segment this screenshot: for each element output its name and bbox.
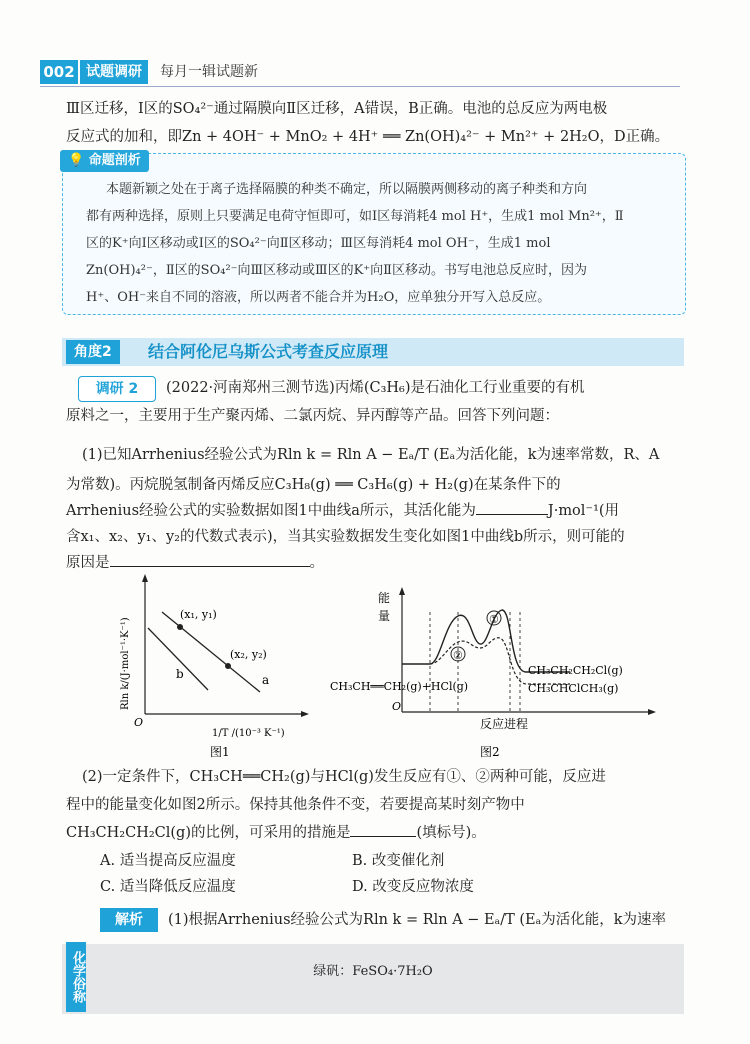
fig2-product-2: CH₃CHClCH₃(g)	[528, 682, 619, 695]
fig1-origin: O	[134, 716, 144, 729]
survey-line-1: (2022·河南郑州三测节选)丙烯(C₃H₆)是石油化工行业重要的有机	[166, 380, 585, 396]
fig1-y-label: Rln k/(J·mol⁻¹·K⁻¹)	[120, 617, 131, 710]
header-subtitle: 每月一辑试题新	[160, 64, 258, 80]
option-d[interactable]: D. 改变反应物浓度	[352, 879, 474, 895]
figure-2	[330, 582, 660, 762]
analysis-line-2: 都有两种选择，原则上只要满足电荷守恒即可，如Ⅰ区每消耗4 mol H⁺，生成1 mol Mn²⁺，Ⅱ	[86, 209, 624, 224]
analysis-tag-label: 命题剖析	[88, 153, 141, 168]
analysis-tag	[60, 150, 149, 172]
fig1-point-1	[177, 624, 183, 630]
fig2-x-label: 反应进程	[480, 717, 529, 731]
option-b[interactable]: B. 改变催化剂	[352, 853, 445, 869]
intro-line-1: Ⅲ区迁移，Ⅰ区的SO₄²⁻通过隔膜向Ⅱ区迁移，A错误，B正确。电池的总反应为两电极	[66, 101, 608, 117]
analysis-line-5: H⁺、OH⁻来自不同的溶液，所以两者不能合并为H₂O，应单独分开写入总反应。	[86, 290, 551, 305]
q2-line-1: (2)一定条件下，CH₃CH══CH₂(g)与HCl(g)发生反应有①、②两种可能，反应进	[82, 769, 606, 785]
section-badge: 试题调研	[80, 60, 148, 84]
q2-line-3-end: (填标号)。	[416, 825, 486, 841]
intro-line-2: 反应式的加和，即Zn + 4OH⁻ + MnO₂ + 4H⁺ ══ Zn(OH)₄²⁻ + Mn²⁺ + 2H₂O，D正确。	[66, 129, 670, 145]
q1-line-3-text: Arrhenius经验公式的实验数据如图1中曲线a所示，其活化能为	[66, 503, 476, 519]
fig2-path-2	[430, 638, 570, 684]
fig1-curve-a-label: a	[262, 673, 270, 687]
lightbulb-icon: 💡	[68, 153, 85, 168]
fig2-y-label-2: 量	[378, 609, 391, 623]
analysis-line-1: 本题新颖之处在于离子选择隔膜的种类不确定，所以隔膜两侧移动的离子种类和方向	[106, 182, 588, 197]
fig1-point-1-label: (x₁, y₁)	[180, 608, 217, 621]
fig2-reactants: CH₃CH══CH₂(g)+HCl(g)	[330, 680, 469, 693]
footer-fact: 绿矾：FeSO₄·7H₂O	[313, 964, 433, 979]
q1-end-mark: 。	[309, 555, 324, 571]
solution-line-1: (1)根据Arrhenius经验公式为Rln k = Rln A − Eₐ/T (Eₐ为活化能，k为速率	[168, 912, 667, 928]
side-tab: 化学俗称	[66, 942, 86, 1012]
page-number: 002	[40, 60, 78, 84]
survey-tag: 调研 2	[78, 376, 156, 402]
fig1-caption: 图1	[210, 745, 230, 759]
fig1-y-arrow	[142, 574, 148, 582]
fig1-point-2-label: (x₂, y₂)	[230, 648, 267, 661]
analysis-line-3: 区的K⁺向Ⅰ区移动或Ⅰ区的SO₄²⁻向Ⅱ区移动；Ⅲ区每消耗4 mol OH⁻，生成1 mol	[86, 236, 551, 251]
q2-line-3-text: CH₃CH₂CH₂Cl(g)的比例，可采用的措施是	[66, 825, 351, 841]
answer-blank-1[interactable]	[476, 500, 548, 515]
fig2-caption: 图2	[480, 745, 500, 759]
fig2-origin: O	[392, 700, 402, 713]
fig1-curve-b-label: b	[176, 667, 184, 681]
option-a[interactable]: A. 适当提高反应温度	[100, 853, 236, 869]
fig2-y-arrow	[399, 587, 405, 595]
fig2-x-arrow	[648, 709, 656, 715]
fig1-x-arrow	[301, 711, 309, 717]
solution-tag: 解析	[100, 908, 158, 932]
q1-line-5-text: 原因是	[66, 555, 110, 571]
q2-line-3	[66, 818, 682, 848]
angle-title: 结合阿伦尼乌斯公式考查反应原理	[148, 342, 389, 361]
fig2-y-label-1: 能	[378, 591, 391, 605]
survey-line-2: 原料之一，主要用于生产聚丙烯、二氯丙烷、异丙醇等产品。回答下列问题：	[66, 408, 559, 424]
q1-line-1: (1)已知Arrhenius经验公式为Rln k = Rln A − Eₐ/T (Eₐ为活化能，k为速率常数，R、A	[82, 447, 660, 463]
fig1-point-2	[225, 663, 231, 669]
option-c[interactable]: C. 适当降低反应温度	[100, 879, 236, 895]
q1-line-3-unit: J·mol⁻¹(用	[547, 503, 620, 519]
fig2-product-1: CH₃CH₂CH₂Cl(g)	[528, 664, 623, 677]
angle-tag: 角度2	[66, 340, 120, 364]
analysis-line-4: Zn(OH)₄²⁻，Ⅱ区的SO₄²⁻向Ⅲ区移动或Ⅲ区的K⁺向Ⅱ区移动。书写电池总反应时，因为	[86, 263, 587, 278]
answer-blank-3[interactable]	[350, 822, 416, 837]
q1-line-2: 为常数)。丙烷脱氢制备丙烯反应C₃H₈(g) ══ C₃H₆(g) + H₂(g)在某条件下的	[66, 477, 561, 493]
header-divider	[40, 86, 680, 87]
fig2-path-1	[402, 610, 570, 672]
answer-blank-2[interactable]	[110, 552, 310, 567]
q2-line-2: 程中的能量变化如图2所示。保持其他条件不变，若要提高某时刻产物中	[66, 797, 525, 813]
fig1-x-label: 1/T /(10⁻³ K⁻¹)	[212, 728, 285, 739]
fig2-path1-label: ①	[489, 613, 499, 626]
q1-line-4: 含x₁、x₂、y₁、y₂的代数式表示)，当其实验数据发生变化如图1中曲线b所示，则可能的	[66, 529, 625, 545]
figure-1	[100, 572, 320, 762]
fig2-path2-label: ②	[453, 649, 463, 662]
